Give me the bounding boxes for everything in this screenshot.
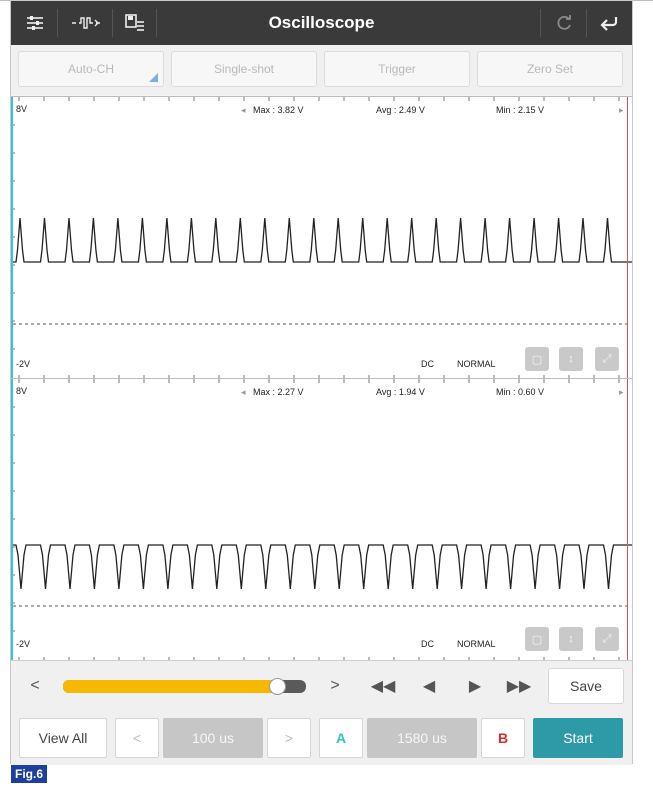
- save-file-icon[interactable]: [115, 1, 155, 45]
- channel-1-scale-button[interactable]: [559, 347, 583, 371]
- signal-trace: [11, 545, 632, 589]
- channel-2-plot[interactable]: [11, 378, 632, 660]
- toolbar-separator: [57, 9, 58, 37]
- fast-forward-button[interactable]: [501, 661, 537, 711]
- channel-1-stop-button[interactable]: [525, 347, 549, 371]
- cursor-a-line[interactable]: [11, 97, 13, 379]
- single-shot-label: Single-shot: [213, 62, 275, 76]
- zero-set-label: Zero Set: [526, 62, 574, 76]
- square-icon: ▢: [531, 353, 543, 366]
- auto-ch-button[interactable]: [18, 51, 164, 87]
- play-back-icon: ◀: [422, 678, 436, 695]
- signal-trace: [11, 218, 632, 262]
- top-bar: [11, 1, 632, 45]
- channel-2-top-scale: 8V: [16, 386, 28, 396]
- channel-2-avg: Avg : 1.94 V: [376, 387, 425, 397]
- channel-2-bottom-scale: -2V: [16, 639, 31, 649]
- channel-1-avg: Avg : 2.49 V: [376, 105, 425, 115]
- timebase-row: [11, 710, 632, 765]
- cursor-delta-value: 1580 us: [367, 718, 477, 758]
- toolbar-separator: [540, 9, 541, 37]
- play-icon: ▶: [468, 678, 482, 695]
- sliders-icon[interactable]: [15, 1, 55, 45]
- slider-thumb[interactable]: [269, 678, 286, 695]
- step-back-button[interactable]: [411, 661, 447, 711]
- vertical-arrows-icon: ↕: [568, 633, 574, 645]
- channel-2-max: Max : 2.27 V: [253, 387, 304, 397]
- vertical-arrows-icon: ↕: [568, 353, 574, 365]
- zero-set-button[interactable]: [477, 51, 623, 87]
- channel-2-expand-button[interactable]: [595, 627, 619, 651]
- refresh-icon[interactable]: [544, 1, 584, 45]
- right-arrow-icon[interactable]: ▸: [619, 387, 624, 397]
- cursor-b-button[interactable]: B: [481, 718, 525, 758]
- dropdown-corner-icon: [149, 73, 158, 82]
- trigger-button[interactable]: [324, 51, 470, 87]
- figure-label: Fig.6: [11, 765, 47, 783]
- left-arrow-icon[interactable]: ◂: [241, 105, 246, 115]
- channel-1-mode: NORMAL: [457, 359, 496, 369]
- cursor-a-button[interactable]: A: [319, 718, 363, 758]
- channel-2-min: Min : 0.60 V: [496, 387, 545, 397]
- channel-2-coupling: DC: [421, 639, 434, 649]
- fast-forward-icon: ▶▶: [506, 678, 532, 695]
- right-arrow-icon[interactable]: ▸: [619, 105, 624, 115]
- toolbar-separator: [586, 9, 587, 37]
- auto-ch-label: Auto-CH: [67, 62, 114, 76]
- function-button-row: [11, 45, 632, 95]
- oscilloscope-app: [10, 0, 633, 764]
- trigger-label: Trigger: [378, 62, 416, 76]
- view-all-button[interactable]: View All: [19, 718, 107, 758]
- signal-icon[interactable]: [63, 1, 109, 45]
- navigation-row: [11, 660, 632, 710]
- start-button[interactable]: Start: [533, 718, 623, 758]
- slider-fill: [63, 680, 277, 693]
- back-icon[interactable]: [589, 1, 629, 45]
- scroll-left-button[interactable]: [17, 661, 53, 711]
- expand-icon: ⤢: [602, 632, 612, 645]
- chevron-right-icon: >: [330, 677, 340, 694]
- chevron-right-icon: >: [284, 730, 294, 746]
- toolbar-separator: [156, 9, 157, 37]
- channel-1-waveform: [11, 97, 632, 379]
- left-arrow-icon[interactable]: ◂: [241, 387, 246, 397]
- chevron-left-icon: <: [30, 677, 40, 694]
- save-button[interactable]: Save: [548, 668, 624, 704]
- channel-1-max: Max : 3.82 V: [253, 105, 304, 115]
- channel-1-coupling: DC: [421, 359, 434, 369]
- chevron-left-icon: <: [132, 730, 142, 746]
- fast-rewind-button[interactable]: [365, 661, 401, 711]
- cursor-b-line[interactable]: [627, 97, 628, 379]
- channel-2-waveform: [11, 379, 632, 661]
- channel-2-mode: NORMAL: [457, 639, 496, 649]
- cursor-a-line[interactable]: [11, 379, 13, 661]
- channel-1-expand-button[interactable]: [595, 347, 619, 371]
- single-shot-button[interactable]: [171, 51, 317, 87]
- app-title: Oscilloscope: [268, 13, 375, 32]
- channel-1-plot[interactable]: [11, 96, 632, 378]
- channel-2-stop-button[interactable]: [525, 627, 549, 651]
- square-icon: ▢: [531, 633, 543, 646]
- timebase-decrease-button[interactable]: [115, 718, 159, 758]
- channel-1-top-scale: 8V: [16, 104, 28, 114]
- channel-1-bottom-scale: -2V: [16, 359, 31, 369]
- timebase-increase-button[interactable]: [267, 718, 311, 758]
- channel-1-min: Min : 2.15 V: [496, 105, 545, 115]
- cursor-b-line[interactable]: [627, 379, 628, 661]
- step-forward-button[interactable]: [457, 661, 493, 711]
- scroll-right-button[interactable]: [317, 661, 353, 711]
- channel-2-scale-button[interactable]: [559, 627, 583, 651]
- fast-rewind-icon: ◀◀: [370, 678, 396, 695]
- timebase-value: 100 us: [163, 718, 263, 758]
- expand-icon: ⤢: [602, 352, 612, 365]
- toolbar-separator: [112, 9, 113, 37]
